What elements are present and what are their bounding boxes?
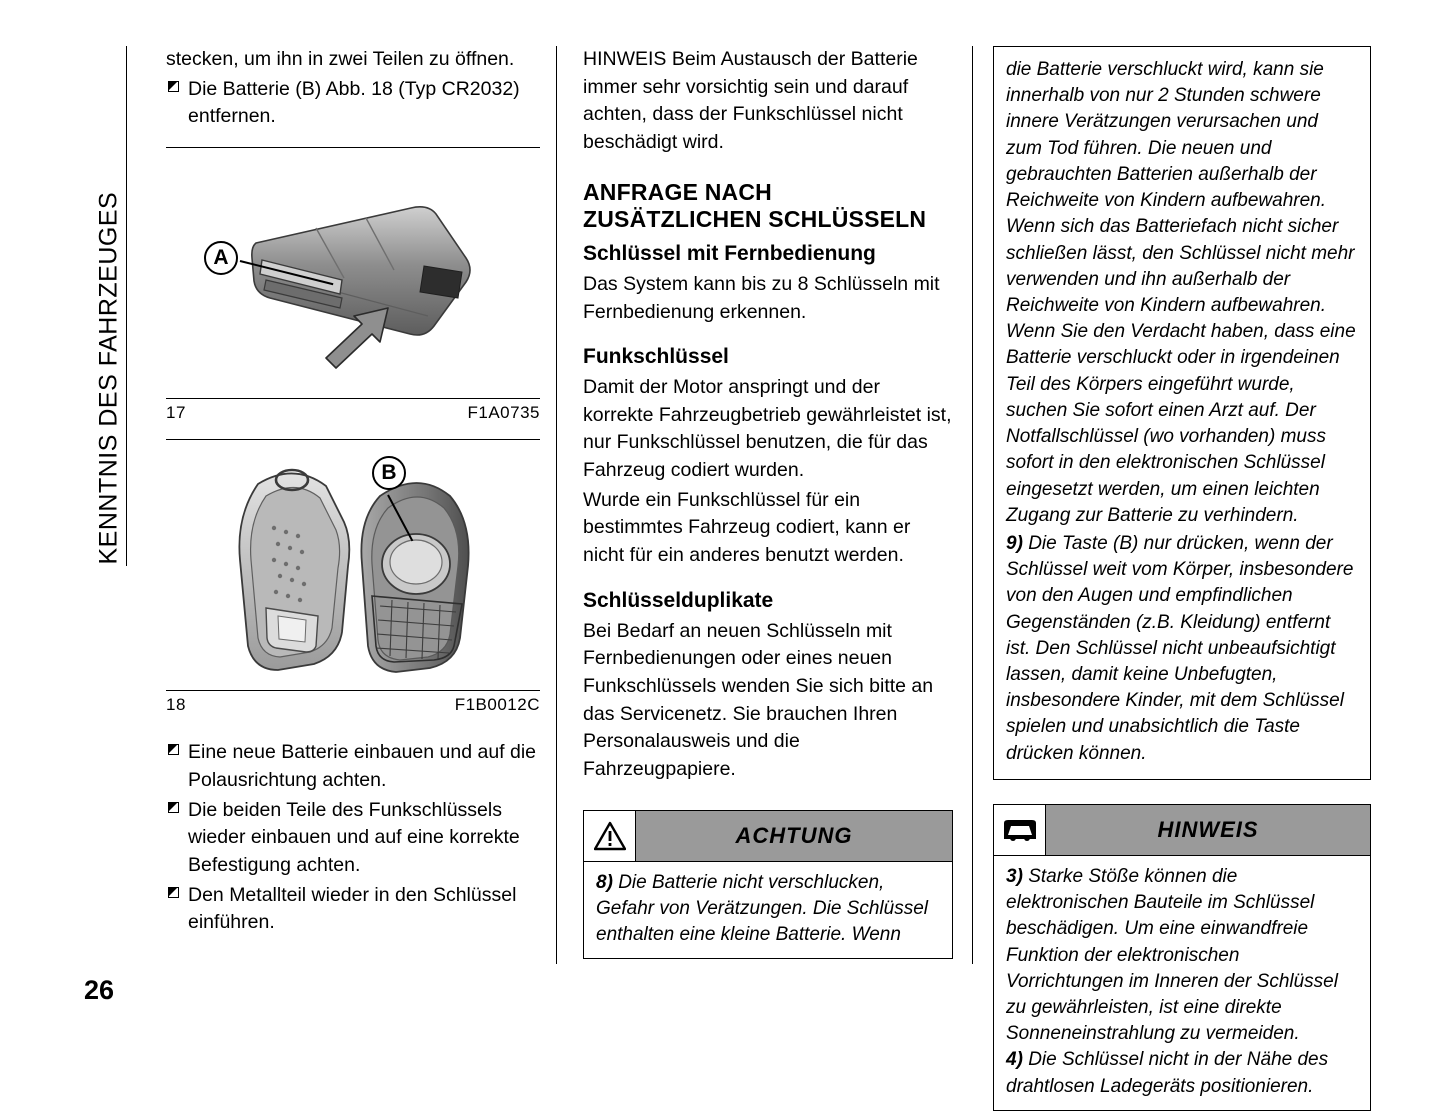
key-halves-illustration xyxy=(166,440,540,690)
car-notice-icon xyxy=(993,804,1045,856)
notice-box-body xyxy=(993,856,1371,1111)
notice-ref-4: 4) xyxy=(1006,1049,1023,1071)
col2-sub-duplicates: Schlüsselduplikate xyxy=(583,588,774,612)
notice-text-4: Die Schlüssel nicht in der Nähe des drahtlosen Ladegeräts positionieren. xyxy=(1006,1049,1329,1097)
warning-ref-9: 9) xyxy=(1006,532,1023,554)
column-2 xyxy=(583,46,953,959)
square-bullet-icon xyxy=(168,887,179,898)
car-notice-glyph xyxy=(1002,817,1038,843)
warning-ref-8: 8) xyxy=(596,871,613,893)
warning-continuation-text: die Batterie verschluckt wird, kann sie innerhalb von nur 2 Stunden schwere innere Verätzungen verursachen und zum Tod führen. Die neuen und gebrauchten Batterien außerhalb der Reichweite von Kindern aufbewahren. Wenn sich das Batteriefach nicht sicher schließen lässt, den Schlüssel nicht mehr verwenden und ihn außerhalb der Reichweite von Kindern aufbewahren. Wenn Sie den Verdacht haben, dass eine Batterie verschluckt oder in irgendeinen Teil des Körpers eingeführt wurde, suchen Sie sofort einen Arzt auf. Der Notfallschlüssel (wo vorhanden) muss sofort in den elektronischen Schlüssel eingesetzt werden, um einen leichten Zugang zur Batterie zu verhindern. xyxy=(1006,59,1356,526)
column-separator-1 xyxy=(556,46,557,964)
warning-box-achtung xyxy=(583,810,953,960)
notice-box-header xyxy=(993,804,1371,856)
figure-18 xyxy=(166,439,540,717)
warning-box-title: ACHTUNG xyxy=(635,810,953,862)
col1-bullet-1-text: Die Batterie (B) Abb. 18 (Typ CR2032) entfernen. xyxy=(188,77,520,128)
square-bullet-icon xyxy=(168,802,179,813)
warning-box-body xyxy=(583,862,953,960)
notice-box-hinweis xyxy=(993,804,1371,1111)
notice-ref-3: 3) xyxy=(1006,865,1023,887)
figure-18-caption xyxy=(166,691,540,717)
col1-bullet-2-text: Eine neue Batterie einbauen und auf die Polausrichtung achten. xyxy=(188,741,537,791)
notice-text-3: Starke Stöße können die elektronischen Bauteile im Schlüssel beschädigen. Um eine einwandfreie Funktion der elektronischen Vorrichtungen im Inneren der Schlüssel zu gewährleisten, ist eine direkte Sonneneinstrahlung zu vermeiden. xyxy=(1006,865,1338,1045)
col1-bullet-3 xyxy=(166,797,540,880)
warning-continuation-box xyxy=(993,46,1371,780)
figure-18-callout-b-label: B xyxy=(381,461,397,485)
figure-17-callout-a-label: A xyxy=(213,246,229,270)
column-1 xyxy=(166,46,540,939)
figure-17-callout-a xyxy=(204,241,238,275)
figure-18-code: F1B0012C xyxy=(454,695,540,715)
col2-sub-radio-key: Funkschlüssel xyxy=(583,345,729,369)
col1-bullet-2 xyxy=(166,739,540,794)
column-3 xyxy=(993,46,1371,1111)
chapter-title-text: KENNTNIS DES FAHRZEUGES xyxy=(94,191,123,565)
figure-17-caption xyxy=(166,399,540,425)
notice-box-title: HINWEIS xyxy=(1045,804,1371,856)
figure-18-image xyxy=(166,440,540,690)
figure-17 xyxy=(166,147,540,425)
warning-box-header xyxy=(583,810,953,862)
col2-sub-remote-key-text: Das System kann bis zu 8 Schlüsseln mit Fernbedienung erkennen. xyxy=(583,272,940,323)
col1-intro-text: stecken, um ihn in zwei Teilen zu öffnen. xyxy=(166,48,515,70)
col1-bullet-4-text: Den Metallteil wieder in den Schlüssel einführen. xyxy=(188,883,517,934)
col2-note: HINWEIS Beim Austausch der Batterie immer sehr vorsichtig sein und darauf achten, dass der Funkschlüssel nicht beschädigt wird. xyxy=(583,48,918,154)
figure-17-number: 17 xyxy=(166,403,186,423)
col2-sub-duplicates-text: Bei Bedarf an neuen Schlüsseln mit Fernbedienungen oder eines neuen Funkschlüssels wenden Sie sich bitte an das Servicenetz. Sie brauchen Ihren Personalausweis und die Fahrzeugpapiere. xyxy=(583,619,934,781)
chapter-title xyxy=(64,40,124,600)
warning-text-9: Die Taste (B) nur drücken, wenn der Schlüssel weit vom Körper, insbesondere von den Augen und empfindlichen Gegenständen (z.B. Kleidung) entfernt ist. Den Schlüssel nicht unbeaufsichtigt lassen, damit keine Unbefugten, insbesondere Kinder, mit dem Schlüssel spielen und unabsichtlich die Taste drücken können. xyxy=(1006,532,1354,764)
warning-triangle-icon xyxy=(583,810,635,862)
figure-18-callout-b xyxy=(372,456,406,490)
figure-18-number: 18 xyxy=(166,695,186,715)
chapter-title-rule xyxy=(126,46,127,566)
square-bullet-icon xyxy=(168,81,179,92)
warning-text-8: Die Batterie nicht verschlucken, Gefahr von Verätzungen. Die Schlüssel enthalten eine kleine Batterie. Wenn xyxy=(596,871,928,946)
col2-sub-radio-key-text-2: Wurde ein Funkschlüssel für ein bestimmtes Fahrzeug codiert, kann er nicht für ein anderes benutzt werden. xyxy=(583,488,911,567)
col2-sub-radio-key-text-1: Damit der Motor anspringt und der korrekte Fahrzeugbetrieb gewährleistet ist, nur Funkschlüssel benutzen, die für das Fahrzeug codiert wurden. xyxy=(583,376,952,482)
col2-section-heading: ANFRAGE NACH ZUSÄTZLICHEN SCHLÜSSELN xyxy=(583,178,927,232)
column-separator-2 xyxy=(972,46,973,964)
square-bullet-icon xyxy=(168,744,179,755)
figure-17-image xyxy=(166,148,540,398)
col1-bullet-3-text: Die beiden Teile des Funkschlüssels wieder einbauen und auf eine korrekte Befestigung achten. xyxy=(188,798,520,877)
col2-sub-remote-key: Schlüssel mit Fernbedienung xyxy=(583,242,876,265)
figure-17-code: F1A0735 xyxy=(467,403,540,423)
warning-triangle-glyph xyxy=(594,821,626,851)
col1-bullet-1 xyxy=(166,76,540,131)
col1-bullet-4 xyxy=(166,882,540,937)
page-number: 26 xyxy=(84,975,115,1005)
